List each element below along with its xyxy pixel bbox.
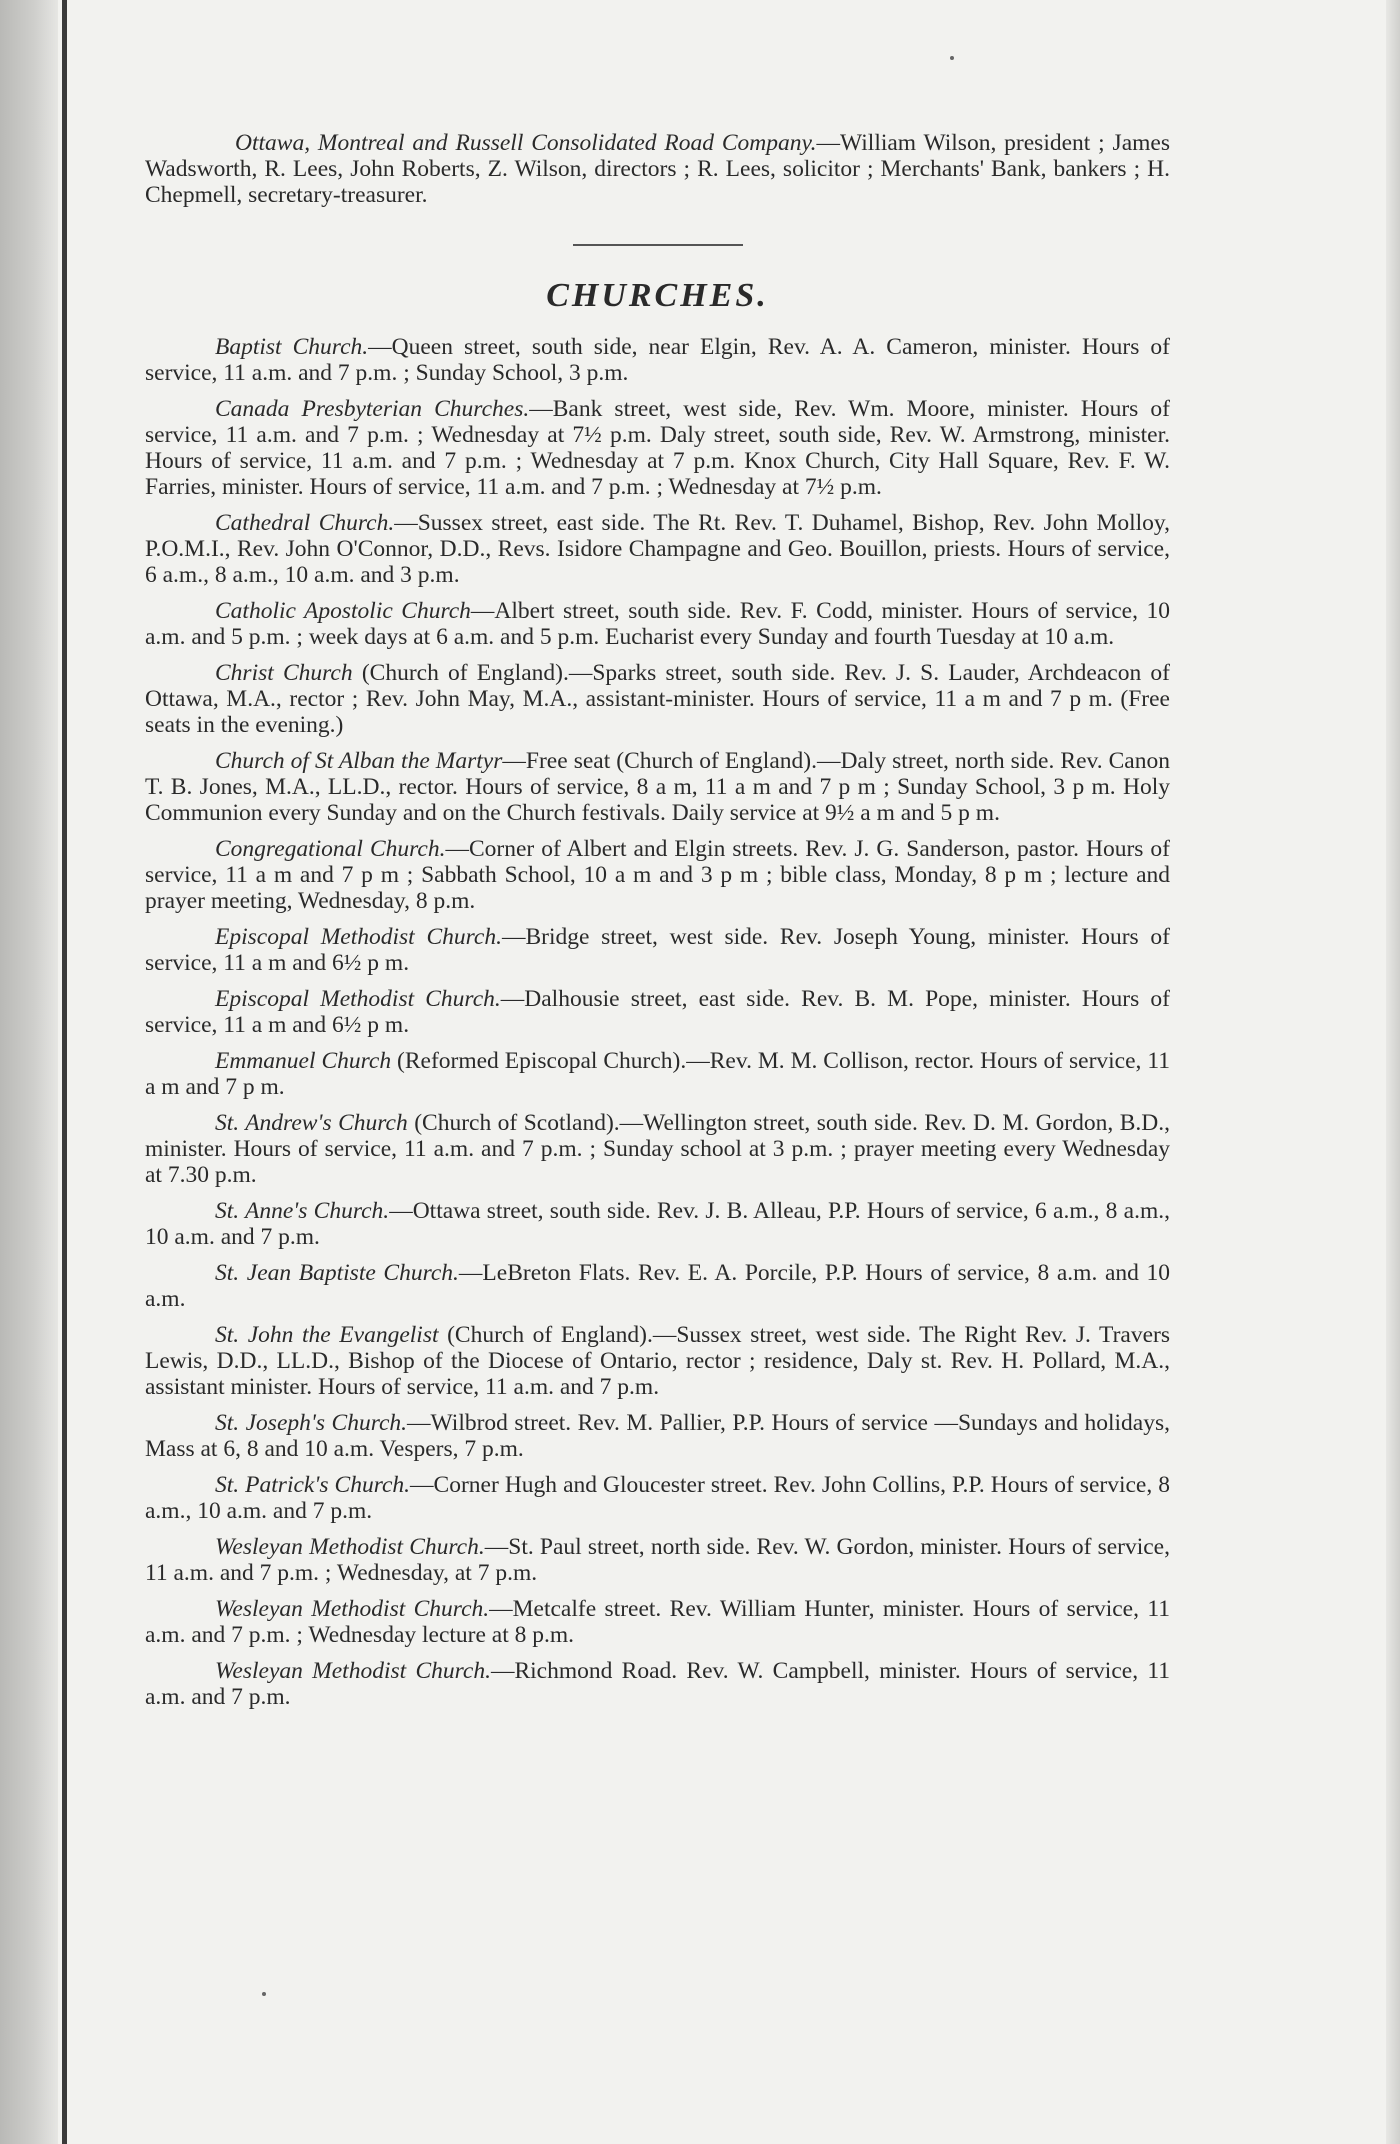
church-name: Baptist Church. [215, 334, 369, 360]
church-entry [145, 1410, 1170, 1462]
church-entry [145, 510, 1170, 588]
church-name: Wesleyan Methodist Church. [215, 1596, 490, 1622]
church-details: (Church of England).—Sussex street, west side. The Right Rev. J. Travers Lewis, D.D., LL.D., Bishop of the Diocese of Ontario, rector ; residence, Daly st. Rev. H. Pollard, M.A., assistant minister. Hours of service, 11 a.m. and 7 p.m. [145, 1322, 1170, 1400]
church-entry [145, 1534, 1170, 1586]
binding-edge [62, 0, 67, 2144]
church-entry [145, 924, 1170, 976]
church-details: —Ottawa street, south side. Rev. J. B. Alleau, P.P. Hours of service, 6 a.m., 8 a.m., 10 a.m. and 7 p.m. [145, 1198, 1170, 1250]
church-details: —Bridge street, west side. Rev. Joseph Young, minister. Hours of service, 11 a m and 6½ p m. [145, 924, 1170, 976]
church-name: St. Anne's Church. [215, 1198, 390, 1224]
intro-paragraph [145, 130, 1170, 208]
church-name: Canada Presbyterian Churches. [215, 396, 530, 422]
church-name: Cathedral Church. [215, 510, 395, 536]
church-entry [145, 986, 1170, 1038]
church-entry [145, 1198, 1170, 1250]
church-entry [145, 1322, 1170, 1400]
church-entry [145, 598, 1170, 650]
church-name: Emmanuel Church [215, 1048, 392, 1074]
church-name: Wesleyan Methodist Church. [215, 1534, 485, 1560]
church-name: St. John the Evangelist [215, 1322, 439, 1348]
church-entry [145, 748, 1170, 826]
company-name: Ottawa, Montreal and Russell Consolidated Road Company. [235, 130, 817, 156]
church-details: —Corner of Albert and Elgin streets. Rev. J. G. Sanderson, pastor. Hours of service, 11 a m and 7 p m ; Sabbath School, 10 a m and 3 p m ; bible class, Monday, 8 p m ; lecture and prayer meeting, Wednesday, 8 p.m. [145, 836, 1171, 914]
church-name: Church of St Alban the Martyr [215, 748, 503, 774]
church-details: —Wilbrod street. Rev. M. Pallier, P.P. Hours of service —Sundays and holidays, Mass at 6, 8 and 10 a.m. Vespers, 7 p.m. [145, 1410, 1170, 1462]
section-heading: CHURCHES. [546, 277, 769, 314]
page-edge [1386, 0, 1400, 2144]
church-details: —Corner Hugh and Gloucester street. Rev. John Collins, P.P. Hours of service, 8 a.m., 10 a.m. and 7 p.m. [145, 1472, 1170, 1524]
church-details: —Albert street, south side. Rev. F. Codd, minister. Hours of service, 10 a.m. and 5 p.m. ; week days at 6 a.m. and 5 p.m. Eucharist every Sunday and fourth Tuesday at 10 a.m. [145, 598, 1170, 650]
church-details: (Church of Scotland).—Wellington street, south side. Rev. D. M. Gordon, B.D., minister. Hours of service, 11 a.m. and 7 p.m. ; Sunday school at 3 p.m. ; prayer meeting every Wednesday at 7.30 p.m. [145, 1110, 1171, 1188]
church-details: —Bank street, west side, Rev. Wm. Moore, minister. Hours of service, 11 a.m. and 7 p.m. ; Wednesday at 7½ p.m. Daly street, south side, Rev. W. Armstrong, minister. Hours of service, 11 a.m. and 7 p.m. ; Wednesday at 7 p.m. Knox Church, City Hall Square, Rev. F. W. Farries, minister. Hours of service, 11 a.m. and 7 p.m. ; Wednesday at 7½ p.m. [145, 396, 1170, 500]
church-entry [145, 1596, 1170, 1648]
church-details: —Sussex street, east side. The Rt. Rev. T. Duhamel, Bishop, Rev. John Molloy, P.O.M.I., Rev. John O'Connor, D.D., Revs. Isidore Champagne and Geo. Bouillon, priests. Hours of service, 6 a.m., 8 a.m., 10 a.m. and 3 p.m. [145, 510, 1170, 588]
page-text [145, 130, 1170, 1720]
church-name: Episcopal Methodist Church. [215, 924, 502, 950]
church-details: (Church of England).—Sparks street, south side. Rev. J. S. Lauder, Archdeacon of Ottawa, M.A., rector ; Rev. John May, M.A., assistant-minister. Hours of service, 11 a m and 7 p m. (Free seats in the evening.) [145, 660, 1170, 738]
speck [950, 56, 954, 60]
church-details: —Dalhousie street, east side. Rev. B. M. Pope, minister. Hours of service, 11 a m and 6½ p m. [145, 986, 1170, 1038]
church-name: St. Joseph's Church. [215, 1410, 408, 1436]
church-details: (Reformed Episcopal Church).—Rev. M. M. Collison, rector. Hours of service, 11 a m and 7 p m. [145, 1048, 1170, 1100]
church-entry [145, 396, 1170, 500]
church-list [145, 334, 1170, 1710]
church-entry [145, 1260, 1170, 1312]
church-details: —Queen street, south side, near Elgin, Rev. A. A. Cameron, minister. Hours of service, 11 a.m. and 7 p.m. ; Sunday School, 3 p.m. [145, 334, 1171, 386]
church-entry [145, 334, 1170, 386]
church-name: Congregational Church. [215, 836, 446, 862]
church-entry [145, 1472, 1170, 1524]
church-name: Wesleyan Methodist Church. [215, 1658, 491, 1684]
church-details: —Richmond Road. Rev. W. Campbell, minister. Hours of service, 11 a.m. and 7 p.m. [145, 1658, 1170, 1710]
section-divider [573, 244, 743, 246]
church-name: St. Patrick's Church. [215, 1472, 411, 1498]
church-name: St. Andrew's Church [215, 1110, 408, 1136]
intro-text: —William Wilson, president ; James Wadsworth, R. Lees, John Roberts, Z. Wilson, directors ; R. Lees, solicitor ; Merchants' Bank, bankers ; H. Chepmell, secretary-treasurer. [145, 130, 1170, 208]
page-gutter [0, 0, 58, 2144]
church-name: Episcopal Methodist Church. [215, 986, 501, 1012]
church-entry [145, 1658, 1170, 1710]
church-entry [145, 836, 1170, 914]
church-entry [145, 660, 1170, 738]
church-name: St. Jean Baptiste Church. [215, 1260, 459, 1286]
church-entry [145, 1048, 1170, 1100]
speck [262, 1992, 266, 1996]
church-details: —Free seat (Church of England).—Daly street, north side. Rev. Canon T. B. Jones, M.A., LL.D., rector. Hours of service, 8 a m, 11 a m and 7 p m ; Sunday School, 3 p m. Holy Communion every Sunday and on the Church festivals. Daily service at 9½ a m and 5 p m. [145, 748, 1170, 826]
church-details: —St. Paul street, north side. Rev. W. Gordon, minister. Hours of service, 11 a.m. and 7 p.m. ; Wednesday, at 7 p.m. [145, 1534, 1170, 1586]
church-details: —LeBreton Flats. Rev. E. A. Porcile, P.P. Hours of service, 8 a.m. and 10 a.m. [145, 1260, 1170, 1312]
church-details: —Metcalfe street. Rev. William Hunter, minister. Hours of service, 11 a.m. and 7 p.m. ; Wednesday lecture at 8 p.m. [145, 1596, 1170, 1648]
church-name: Christ Church [215, 660, 353, 686]
church-entry [145, 1110, 1170, 1188]
church-name: Catholic Apostolic Church [215, 598, 471, 624]
